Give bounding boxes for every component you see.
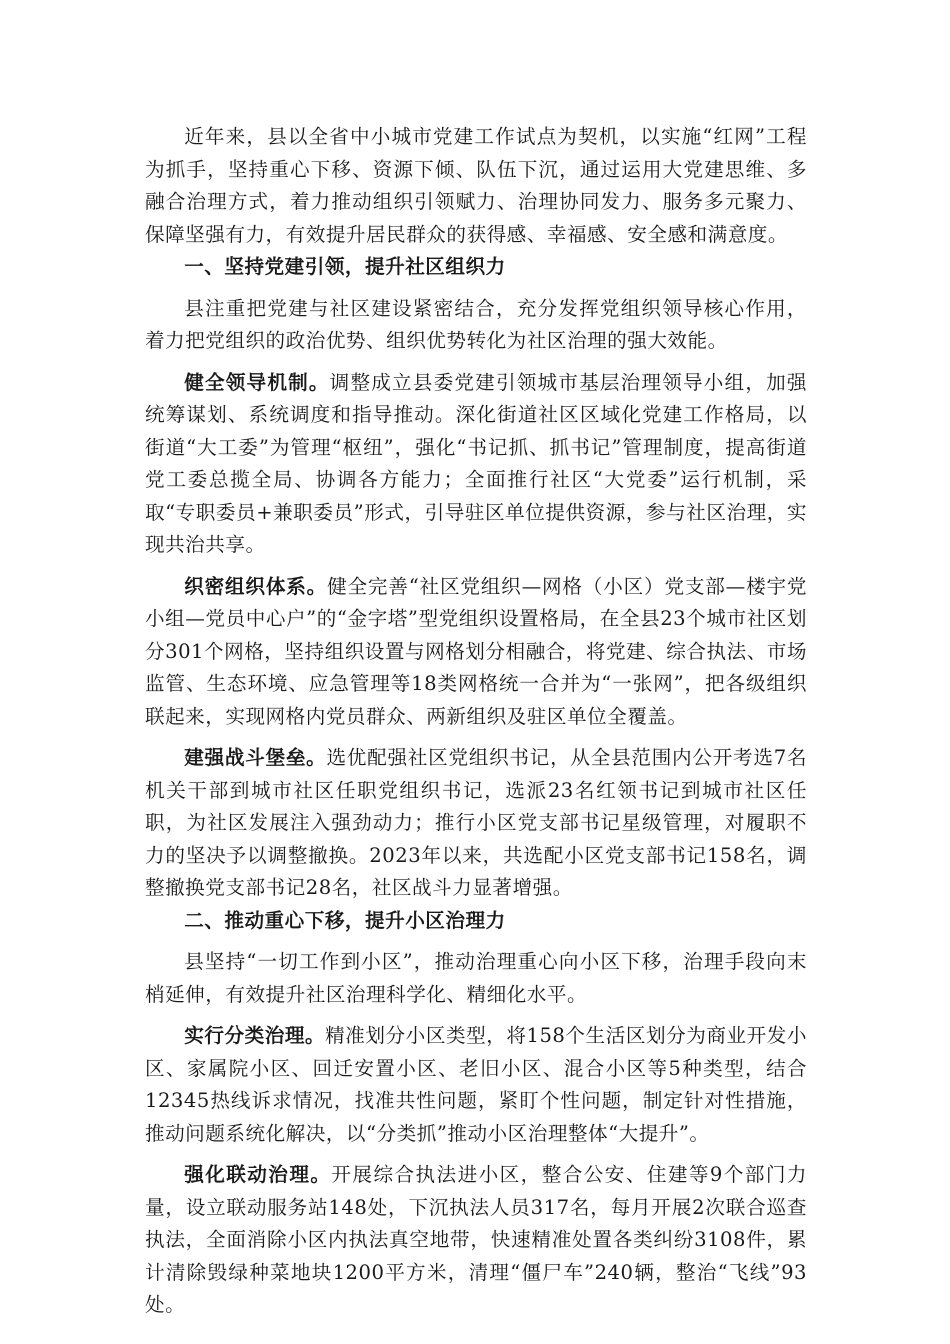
item-paragraph [145, 742, 807, 905]
item-text: 调整成立县委党建引领城市基层治理领导小组，加强统筹谋划、系统调度和指导推动。深化街道社区区域化党建工作格局，以街道“大工委”为管理“枢纽”，强化“书记抓、抓书记”管理制度，提高街道党工委总揽全局、协调各方能力；全面推行社区“大党委”运行机制，采取“专职委员+兼职委员”形式，引导驻区单位提供资源，参与社区治理，实现共治共享。 [145, 370, 807, 556]
item-lead: 强化联动治理。 [184, 1163, 332, 1186]
item-text: 开展综合执法进小区，整合公安、住建等9个部门力量，设立联动服务站148处，下沉执法人员317名，每月开展2次联合巡查执法，全面消除小区内执法真空地带，快速精准处置各类纠纷3108件，累计清除毁绿种菜地块1200平方米，清理“僵尸车”240辆，整治“飞线”93处。 [145, 1163, 808, 1316]
section-heading: 一、坚持党建引领，提升社区组织力 [184, 255, 506, 278]
item-paragraph [145, 1020, 807, 1150]
item-lead: 织密组织体系。 [184, 574, 328, 598]
item-lead: 建强战斗堡垒。 [184, 746, 327, 769]
item-paragraph [145, 1159, 807, 1322]
item-text: 选优配强社区党组织书记，从全县范围内公开考选7名机关干部到城市社区任职党组织书记，选派23名红领书记到城市社区任职，为社区发展注入强劲动力；推行小区党支部书记星级管理，对履职不力的坚决予以调整撤换。2023年以来，共选配小区党支部书记158名，调整撤换党支部书记28名，社区战斗力显著增强。 [145, 746, 807, 899]
item-lead: 实行分类治理。 [184, 1024, 326, 1047]
section-summary: 县坚持“一切工作到小区”，推动治理重心向小区下移，治理手段向末梢延伸，有效提升社区治理科学化、精细化水平。 [145, 950, 807, 1006]
section-heading: 二、推动重心下移，提升小区治理力 [184, 908, 506, 932]
intro-paragraph: 近年来，县以全省中小城市党建工作试点为契机，以实施“红网”工程为抓手，坚持重心下移、资源下倾、队伍下沉，通过运用大党建思维、多融合治理方式，着力推动组织引领赋力、治理协同发力、服务多元聚力、保障坚强有力，有效提升居民群众的获得感、幸福感、安全感和满意度。 [145, 125, 807, 246]
item-lead: 健全领导机制。 [184, 370, 330, 394]
item-text: 健全完善“社区党组织—网格（小区）党支部—楼宇党小组—党员中心户”的“金字塔”型党组织设置格局，在全县23个城市社区划分301个网格，坚持组织设置与网格划分相融合，将党建、综合执法、市场监管、生态环境、应急管理等18类网格统一合并为“一张网”，把各级组织联起来，实现网格内党员群众、两新组织及驻区单位全覆盖。 [145, 574, 807, 728]
section-summary: 县注重把党建与社区建设紧密结合，充分发挥党组织领导核心作用，着力把党组织的政治优势、组织优势转化为社区治理的强大效能。 [145, 296, 807, 352]
document-page [145, 121, 807, 1322]
item-paragraph [145, 367, 807, 562]
item-text: 精准划分小区类型，将158个生活区划分为商业开发小区、家属院小区、回迁安置小区、老旧小区、混合小区等5种类型，结合12345热线诉求情况，找准共性问题，紧盯个性问题，制定针对性措施，推动问题系统化解决，以“分类抓”推动小区治理整体“大提升”。 [145, 1024, 808, 1145]
item-paragraph [145, 571, 807, 734]
